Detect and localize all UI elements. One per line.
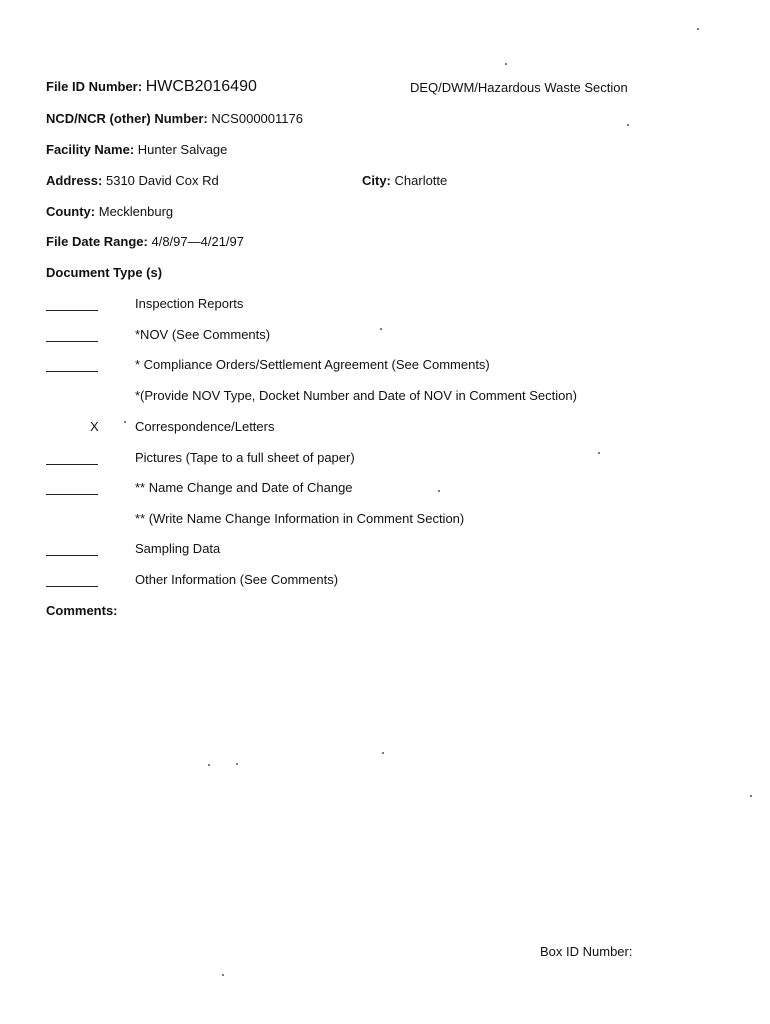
city-value: Charlotte xyxy=(394,173,448,188)
scan-speck xyxy=(438,490,440,492)
county-label: County: xyxy=(46,204,96,219)
scan-speck xyxy=(750,795,752,797)
ncd-label: NCD/NCR (other) Number: xyxy=(46,111,208,126)
address-line xyxy=(46,173,219,189)
ncd-value: NCS000001176 xyxy=(211,111,303,126)
doc-type-label: Correspondence/Letters xyxy=(135,419,275,434)
checkbox-blank-line[interactable] xyxy=(46,586,98,587)
facility-value: Hunter Salvage xyxy=(137,142,228,157)
checkbox-blank-line[interactable] xyxy=(46,371,98,372)
scan-speck xyxy=(208,764,210,766)
doc-type-note: *(Provide NOV Type, Docket Number and Date of NOV in Comment Section) xyxy=(135,388,577,403)
date-range-value: 4/8/97—4/21/97 xyxy=(151,234,245,249)
scan-speck xyxy=(697,28,699,30)
city-line xyxy=(362,173,447,189)
scan-speck xyxy=(598,452,600,454)
scan-speck xyxy=(382,752,384,754)
doc-type-label: Pictures (Tape to a full sheet of paper) xyxy=(135,450,355,465)
doc-type-label: Other Information (See Comments) xyxy=(135,572,339,587)
facility-label: Facility Name: xyxy=(46,142,135,157)
doc-type-note: ** (Write Name Change Information in Comment Section) xyxy=(135,511,465,526)
document-type-heading: Document Type (s) xyxy=(46,265,163,280)
file-id-line xyxy=(46,79,257,95)
scan-speck xyxy=(380,328,382,330)
comments-label: Comments: xyxy=(46,603,118,618)
checkbox-blank-line[interactable] xyxy=(46,494,98,495)
doc-type-label: ** Name Change and Date of Change xyxy=(135,480,353,495)
doc-type-label: Sampling Data xyxy=(135,541,221,556)
doc-type-label: * Compliance Orders/Settlement Agreement (See Comments) xyxy=(135,357,490,372)
scan-speck xyxy=(627,124,629,126)
file-id-value: HWCB2016490 xyxy=(145,78,257,95)
scan-speck xyxy=(236,763,238,765)
checkbox-blank-line[interactable] xyxy=(46,555,98,556)
address-value: 5310 David Cox Rd xyxy=(105,173,219,188)
scan-speck xyxy=(222,974,224,976)
checkbox-blank-line[interactable] xyxy=(46,310,98,311)
date-range-line xyxy=(46,234,244,250)
facility-line xyxy=(46,142,227,158)
date-range-label: File Date Range: xyxy=(46,234,148,249)
county-line xyxy=(46,204,173,220)
ncd-line xyxy=(46,111,303,127)
checkbox-blank-line[interactable] xyxy=(46,464,98,465)
check-mark: X xyxy=(90,419,99,434)
file-id-label: File ID Number: xyxy=(46,79,143,94)
address-label: Address: xyxy=(46,173,103,188)
doc-type-label: *NOV (See Comments) xyxy=(135,327,271,342)
doc-type-label: Inspection Reports xyxy=(135,296,244,311)
county-value: Mecklenburg xyxy=(98,204,174,219)
section-title: DEQ/DWM/Hazardous Waste Section xyxy=(410,80,628,95)
scan-speck xyxy=(505,63,507,65)
box-id-label: Box ID Number: xyxy=(540,944,633,959)
scan-speck xyxy=(124,421,126,423)
city-label: City: xyxy=(362,173,391,188)
checkbox-blank-line[interactable] xyxy=(46,341,98,342)
